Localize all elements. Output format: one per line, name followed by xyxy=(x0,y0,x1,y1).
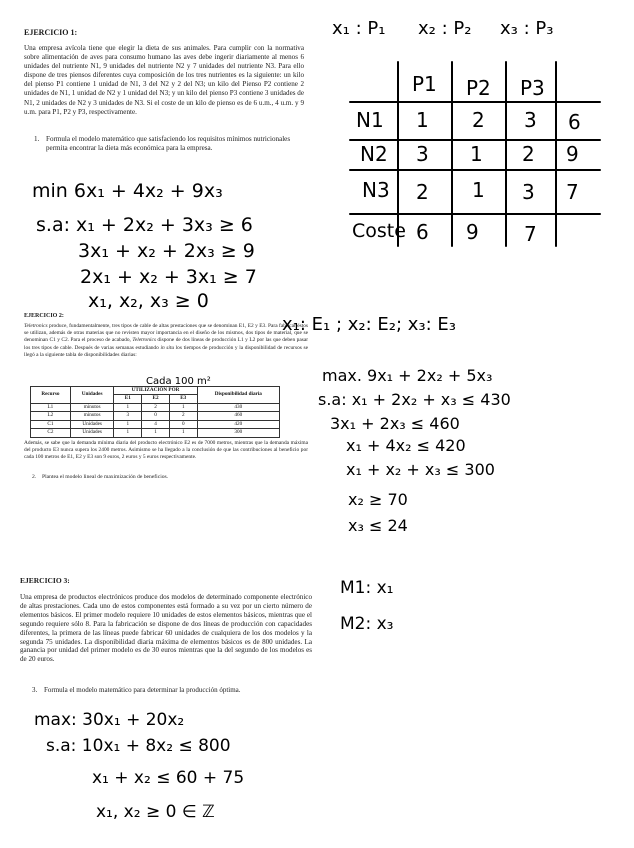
ex2-th-availability: Disponibilidad diaria xyxy=(197,387,279,404)
table-cell: 430 xyxy=(197,403,279,411)
ex3-nonnegativity: x₁, x₂ ≥ 0 ∈ ℤ xyxy=(96,802,215,822)
ex2-th-usage: UTILIZACIÓN POR xyxy=(114,387,197,395)
ex1-constraint-n1: s.a: x₁ + 2x₂ + 3x₃ ≥ 6 xyxy=(36,214,253,236)
ex1-grid-col-p2: P2 xyxy=(466,76,491,100)
table-cell: L1 xyxy=(31,403,71,411)
table-cell: 2 xyxy=(169,412,197,420)
table-cell: Unidades xyxy=(70,429,114,437)
ex1-grid-cell: 3 xyxy=(524,108,537,132)
ex2-th-e3: E3 xyxy=(169,395,197,403)
ex1-grid-cell: 2 xyxy=(522,142,535,166)
ex3-title: EJERCICIO 3: xyxy=(20,576,70,585)
ex1-grid-cell: 9 xyxy=(466,220,479,244)
ex2-th-e1: E1 xyxy=(114,395,142,403)
ex1-constraint-n3: 2x₁ + x₂ + 3x₁ ≥ 7 xyxy=(80,266,257,288)
table-cell: C1 xyxy=(31,420,71,428)
ex1-var-x2: x₂ : P₂ xyxy=(418,18,472,39)
table-cell: C2 xyxy=(31,429,71,437)
ex2-question-number: 2. xyxy=(32,474,37,480)
ex1-grid-cell: 1 xyxy=(472,178,485,202)
ex2-th-resource: Recurso xyxy=(31,387,71,404)
table-row xyxy=(31,412,280,420)
table-cell: 300 xyxy=(197,429,279,437)
ex1-grid-row-label: N1 xyxy=(356,108,384,132)
ex1-var-x3: x₃ : P₃ xyxy=(500,18,554,39)
ex1-grid-row-label: Coste xyxy=(352,220,406,242)
ex2-vars: x₁: E₁ ; x₂: E₂; x₃: E₃ xyxy=(282,314,457,335)
table-cell: 0 xyxy=(169,420,197,428)
ex1-grid-col-p3: P3 xyxy=(520,76,545,100)
table-cell: minutos xyxy=(70,403,114,411)
ex2-constraint-e3: x₃ ≤ 24 xyxy=(348,516,408,535)
table-cell: 1 xyxy=(114,403,142,411)
table-cell: 1 xyxy=(114,429,142,437)
ex1-grid-cell: 6 xyxy=(416,220,429,244)
ex2-th-e2: E2 xyxy=(142,395,170,403)
ex3-var-m2: M2: x₃ xyxy=(340,614,394,634)
ex3-constraint-elements: s.a: 10x₁ + 8x₂ ≤ 800 xyxy=(46,736,231,756)
ex1-constraint-n2: 3x₁ + x₂ + 2x₃ ≥ 9 xyxy=(78,240,255,262)
ex1-objective: min 6x₁ + 4x₂ + 9x₃ xyxy=(32,180,223,202)
table-cell: 460 xyxy=(197,412,279,420)
ex2-objective: max. 9x₁ + 2x₂ + 5x₃ xyxy=(322,366,493,385)
ex1-grid-cell: 2 xyxy=(416,180,429,204)
table-row xyxy=(31,429,280,437)
ex1-var-x1: x₁ : P₁ xyxy=(332,18,386,39)
ex2-constraint-c1: x₁ + 4x₂ ≤ 420 xyxy=(346,436,466,455)
ex2-text xyxy=(24,323,308,359)
ex2-brand: Teletronics xyxy=(24,323,48,329)
ex1-nonnegativity: x₁, x₂, x₃ ≥ 0 xyxy=(88,290,209,312)
ex1-grid-cell: 1 xyxy=(470,142,483,166)
ex1-grid-row-label: N3 xyxy=(362,178,390,202)
ex2-text-b: dispone de dos líneas de producción L1 y L2 por las que deben pasar los tres tipos de cable. Después de varias semanas estudiando xyxy=(24,337,309,351)
table-cell: 1 xyxy=(169,429,197,437)
ex1-question-number: 1. xyxy=(34,135,40,143)
ex3-question: Formula el modelo matemático para determinar la producción óptima. xyxy=(44,686,241,694)
ex2-insitu: in situ xyxy=(160,344,175,351)
table-cell: 2 xyxy=(142,403,170,411)
ex2-text-a: produce, fundamentalmente, tres tipos de cable de altas prestaciones que se denominan E1, E2 y E3. Para fabricar éstos se utilizan, además de otras materias que no revisten mayor importancia en el diseño de los mismos, dos tipos de material, que se denominan C1 y C2. Para el proceso de acabado, xyxy=(24,323,308,344)
table-row xyxy=(31,403,280,411)
table-cell: minutos xyxy=(70,412,114,420)
table-cell: 1 xyxy=(169,403,197,411)
ex1-grid-cell: 2 xyxy=(472,108,485,132)
ex1-title: EJERCICIO 1: xyxy=(24,28,78,37)
ex1-grid-cell: 1 xyxy=(416,108,429,132)
ex2-title: EJERCICIO 2: xyxy=(24,313,64,319)
ex1-grid-cell: 7 xyxy=(566,180,579,204)
ex1-grid-cell: 3 xyxy=(522,180,535,204)
ex1-text: Una empresa avícola tiene que elegir la dieta de sus animales. Para cumplir con la normativa sobre alimentación de aves para consumo humano las aves debe ingerir diariamente al menos 6 unidades del nutriente N1, 9 unidades del nutriente N2 y 7 unidades del nutriente N3. Para ello dispone de tres piensos diferentes cuya composición de los tres nutrientes es la siguiente: un kilo del pienso P1 contiene 1 unidad de N1, 3 del N2 y 2 del N3; un kilo del Pienso P2 contiene 2 unidades de N1, 1 unidad de N2 y 1 unidad del N3; y un kilo del pienso P3 contiene 3 unidades de N1, 2 unidades de N2 y 3 unidades de N3. Si el coste de un kilo de pienso es de 6 u.m., 4 u.m. y 9 u.m. para P1, P2 y P3, respectivamente. xyxy=(24,44,304,116)
ex2-brand: Teletronics xyxy=(132,337,156,344)
ex2-th-units: Unidades xyxy=(70,387,114,404)
ex2-constraint-l1: s.a: x₁ + 2x₂ + x₃ ≤ 430 xyxy=(318,390,511,409)
ex2-table-note: Cada 100 m² xyxy=(146,376,211,387)
table-cell: 0 xyxy=(142,412,170,420)
ex2-constraint-c2: x₁ + x₂ + x₃ ≤ 300 xyxy=(346,460,495,479)
table-cell: 1 xyxy=(142,429,170,437)
table-cell: 3 xyxy=(114,412,142,420)
ex3-text: Una empresa de productos electrónicos produce dos modelos de determinado componente electrónico de altas prestaciones. Cada uno de estos componentes está formado a su vez por un cierto número de elementos básicos. El primer modelo requiere 10 unidades de estos elementos básicos, mientras que el segundo requiere sólo 8. Para la fabricación se dispone de dos líneas de producción con capacidades diferentes, la primera de las líneas puede fabricar 60 unidades de cualquiera de los dos modelos y la segunda 75 unidades. La disponibilidad diaria máxima de elementos básicos es de 800 unidades. La ganancia por unidad del primer modelo es de 30 euros mientras que la del segundo de los modelos es de 20 euros. xyxy=(20,593,312,664)
table-cell: 1 xyxy=(114,420,142,428)
ex1-grid-row-label: N2 xyxy=(360,142,388,166)
table-row xyxy=(31,420,280,428)
ex3-objective: max: 30x₁ + 20x₂ xyxy=(34,710,185,730)
ex2-text-2: Además, se sabe que la demanda mínima diaria del producto electrónico E2 es de 7000 metros, mientras que la demanda máxima del producto E3 nunca supera los 2400 metros. Asimismo se ha llegado a la conclusión de que las contribuciones al beneficio por cada 100 metros de E1, E2 y E3 son 9 euros, 2 euros y 5 euros respectivamente. xyxy=(24,440,308,461)
ex2-constraint-l2: 3x₁ + 2x₃ ≤ 460 xyxy=(330,414,460,433)
ex1-grid-cell: 6 xyxy=(568,110,581,134)
ex2-text-c: los tiempos de producción y la disponibilidad de recursos se llegó a la siguiente tabla de disponibilidades diarias: xyxy=(24,344,308,358)
ex2-constraint-e2: x₂ ≥ 70 xyxy=(348,490,408,509)
ex1-question: Formula el modelo matemático que satisfaciendo los requisitos mínimos nutricionales permita encontrar la dieta más económica para la empresa. xyxy=(46,135,291,152)
ex2-question: Plantea el modelo lineal de maximización de beneficios. xyxy=(42,474,169,480)
table-cell: 4 xyxy=(142,420,170,428)
ex2-resource-table xyxy=(30,386,280,438)
table-cell: Unidades xyxy=(70,420,114,428)
ex3-constraint-lines: x₁ + x₂ ≤ 60 + 75 xyxy=(92,768,245,788)
ex3-question-number: 3. xyxy=(32,686,38,694)
table-cell: L2 xyxy=(31,412,71,420)
ex1-grid-cell: 9 xyxy=(566,142,579,166)
ex3-var-m1: M1: x₁ xyxy=(340,578,394,598)
table-cell: 420 xyxy=(197,420,279,428)
ex1-grid-cell: 7 xyxy=(524,222,537,246)
ex1-grid-cell: 3 xyxy=(416,142,429,166)
ex1-grid-col-p1: P1 xyxy=(412,72,437,96)
